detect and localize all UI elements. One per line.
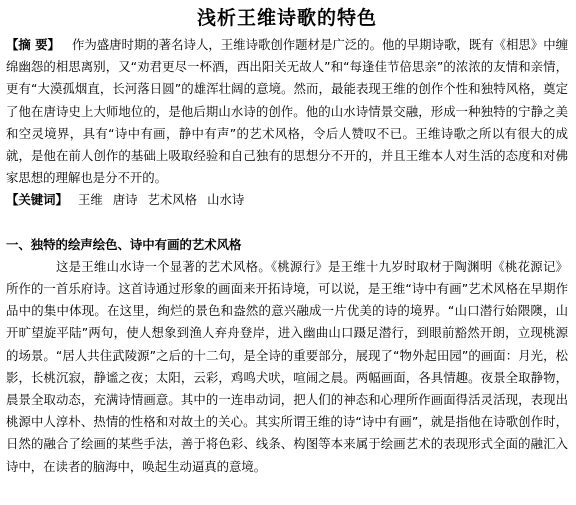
keyword-item: 唐诗 — [112, 192, 138, 208]
document-title: 浅析王维诗歌的特色 — [196, 7, 377, 29]
keywords-label: 【关键词】 — [6, 192, 68, 208]
section-heading: 一、独特的绘声绘色、诗中有画的艺术风格 — [6, 236, 242, 252]
keyword-item: 王维 — [77, 192, 103, 208]
abstract-label: 【摘 要】 — [6, 37, 60, 52]
abstract-paragraph — [6, 34, 568, 189]
blank-line — [6, 212, 568, 234]
keyword-item: 山水诗 — [207, 192, 245, 208]
keywords-line — [6, 189, 568, 211]
abstract-text: 作为盛唐时期的著名诗人，王维诗歌创作题材是广泛的。他的早期诗歌，既有《相思》中缠绵幽怨的相思离别，又“劝君更尽一杯酒，西出阳关无故人”和“每逢佳节倍思亲”的浓浓的友情和亲情，更有“大漠孤烟直，长河落日圆”的雄浑壮阔的意境。然而，最能表现王维的创作个性和独特风格，奠定了他在唐诗史上大师地位的，是他后期山水诗的创作。他的山水诗情景交融，形成一种独特的宁静之美和空灵境界，具有“诗中有画，静中有声”的艺术风格，令后人赞叹不已。王维诗歌之所以有很大的成就，是他在前人创作的基础上吸取经验和自己独有的思想分不开的，并且王维本人对生活的态度和对佛家思想的理解也是分不开的。 — [6, 37, 568, 186]
keyword-item: 艺术风格 — [147, 192, 198, 208]
document — [6, 0, 568, 505]
section-paragraph: 这是王维山水诗一个显著的艺术风格。《桃源行》是王维十九岁时取材于陶渊明《桃花源记》所作的一首乐府诗。这首诗通过形象的画面来开拓诗境，可以说，是王维“诗中有画”艺术风格在早期作品中的集中体现。在这里，绚烂的景色和盎然的意兴融成一片优美的诗的境界。“山口潜行始隈隩，山开旷望旋平陆”两句，使人想象到渔人弃舟登岸，进入幽曲山口蹑足潜行，到眼前豁然开朗，立现桃源的场景。“居人共住武陵源”之后的十二句，是全诗的重要部分，展现了“物外起田园”的画面：月光，松影，长桃沉寂，静谧之夜；太阳，云彩，鸡鸣犬吠，喧闹之晨。两幅画面，各具情趣。夜景全取静物，晨景全取动态，充满诗情画意。其中的一连串动词，把人们的神态和心理所作画面得活灵活现，表现出桃源中人淳朴、热情的性格和对故土的关心。其实所谓王维的诗“诗中有画”，就是指他在诗歌创作时，日然的融合了绘画的某些手法，善于将色彩、线条、构图等本来属于绘画艺术的表现形式全面的融汇入诗中，在读者的脑海中，唤起生动逼真的意境。 — [6, 258, 568, 474]
